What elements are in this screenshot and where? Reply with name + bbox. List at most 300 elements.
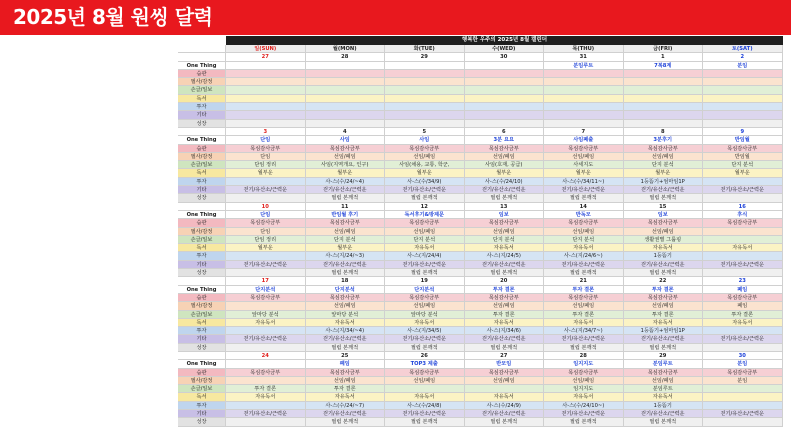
date-cell[interactable]: 17 bbox=[226, 277, 306, 285]
calendar-cell[interactable]: 분임루트 bbox=[544, 62, 624, 70]
calendar-cell[interactable]: 필립 본깨적 bbox=[385, 344, 465, 352]
calendar-cell[interactable] bbox=[703, 252, 783, 260]
calendar-cell[interactable] bbox=[226, 344, 306, 352]
calendar-cell[interactable]: 필립 본깨적 bbox=[624, 344, 704, 352]
calendar-cell[interactable]: 폐임 bbox=[703, 286, 783, 294]
calendar-cell[interactable] bbox=[306, 86, 386, 94]
calendar-cell[interactable] bbox=[306, 111, 386, 119]
calendar-cell[interactable]: 자유독서 bbox=[226, 319, 306, 327]
calendar-cell[interactable]: 필립 본깨적 bbox=[385, 269, 465, 277]
calendar-cell[interactable] bbox=[703, 344, 783, 352]
calendar-cell[interactable]: 목심감사금부 bbox=[306, 369, 386, 377]
calendar-cell[interactable] bbox=[624, 70, 704, 78]
calendar-cell[interactable]: 폐임 bbox=[306, 360, 386, 368]
calendar-cell[interactable] bbox=[703, 228, 783, 236]
calendar-cell[interactable] bbox=[465, 70, 545, 78]
calendar-cell[interactable] bbox=[226, 252, 306, 260]
calendar-cell[interactable]: 목심감사금부 bbox=[385, 145, 465, 153]
calendar-cell[interactable]: 자유독서 bbox=[385, 244, 465, 252]
calendar-cell[interactable]: 걷기/유산소/근력운 bbox=[306, 335, 386, 343]
calendar-cell[interactable]: 분임루트 bbox=[624, 385, 704, 393]
calendar-cell[interactable]: 목심감사금부 bbox=[226, 219, 306, 227]
calendar-cell[interactable]: 생활권별 그룹핑 bbox=[624, 236, 704, 244]
calendar-cell[interactable]: 자유독서 bbox=[703, 319, 783, 327]
calendar-cell[interactable] bbox=[465, 86, 545, 94]
calendar-cell[interactable]: 걷기/유산소/근력운 bbox=[385, 410, 465, 418]
calendar-cell[interactable]: 사-스(지/34/~4) bbox=[306, 327, 386, 335]
calendar-cell[interactable]: 걷기/유산소/근력운 bbox=[226, 335, 306, 343]
calendar-cell[interactable]: 목심감사금부 bbox=[703, 294, 783, 302]
calendar-cell[interactable]: 걷기/유산소/근력운 bbox=[544, 335, 624, 343]
date-cell[interactable]: 21 bbox=[544, 277, 624, 285]
calendar-cell[interactable]: 목심감사금부 bbox=[306, 219, 386, 227]
date-cell[interactable]: 9 bbox=[703, 128, 783, 136]
calendar-cell[interactable] bbox=[544, 78, 624, 86]
calendar-cell[interactable] bbox=[544, 111, 624, 119]
calendar-cell[interactable]: 걷기/유산소/근력운 bbox=[226, 261, 306, 269]
calendar-cell[interactable]: 사-스(지/24/5) bbox=[465, 252, 545, 260]
calendar-cell[interactable] bbox=[226, 103, 306, 111]
calendar-cell[interactable] bbox=[465, 120, 545, 128]
calendar-cell[interactable] bbox=[306, 120, 386, 128]
calendar-cell[interactable]: 반독모 bbox=[544, 211, 624, 219]
calendar-cell[interactable]: 월부운 bbox=[306, 244, 386, 252]
calendar-cell[interactable]: 분임루트 bbox=[624, 360, 704, 368]
calendar-cell[interactable]: 단임 bbox=[226, 153, 306, 161]
calendar-cell[interactable] bbox=[385, 78, 465, 86]
calendar-cell[interactable] bbox=[703, 269, 783, 277]
calendar-cell[interactable]: 선임/폐임 bbox=[306, 377, 386, 385]
calendar-cell[interactable] bbox=[385, 95, 465, 103]
calendar-cell[interactable] bbox=[703, 95, 783, 103]
calendar-cell[interactable]: 걷기/유산소/근력운 bbox=[624, 410, 704, 418]
calendar-cell[interactable]: 사-스(지/24/~3) bbox=[306, 252, 386, 260]
calendar-cell[interactable] bbox=[226, 178, 306, 186]
calendar-cell[interactable] bbox=[385, 103, 465, 111]
date-cell[interactable]: 25 bbox=[306, 352, 386, 360]
calendar-cell[interactable]: 걷기/유산소/근력운 bbox=[306, 261, 386, 269]
calendar-cell[interactable]: 사-스(지/24/4) bbox=[385, 252, 465, 260]
calendar-cell[interactable] bbox=[544, 70, 624, 78]
calendar-cell[interactable]: 투자 결론 bbox=[703, 311, 783, 319]
date-cell[interactable]: 13 bbox=[465, 203, 545, 211]
calendar-cell[interactable] bbox=[385, 120, 465, 128]
calendar-cell[interactable]: 사-스(수/24/10) bbox=[465, 178, 545, 186]
calendar-cell[interactable]: 필립 본깨적 bbox=[624, 418, 704, 426]
calendar-cell[interactable]: 임보 bbox=[624, 211, 704, 219]
calendar-cell[interactable]: 목심감사금부 bbox=[226, 145, 306, 153]
calendar-cell[interactable]: 투자 결론 bbox=[624, 286, 704, 294]
calendar-cell[interactable]: 걷기/유산소/근력운 bbox=[306, 410, 386, 418]
calendar-cell[interactable] bbox=[226, 269, 306, 277]
calendar-cell[interactable]: 목심감사금부 bbox=[703, 369, 783, 377]
calendar-cell[interactable]: 1등뜸기 bbox=[624, 402, 704, 410]
calendar-cell[interactable] bbox=[306, 70, 386, 78]
calendar-cell[interactable]: 사임(호재, 공급) bbox=[465, 161, 545, 169]
calendar-cell[interactable]: 필립 본깨적 bbox=[465, 194, 545, 202]
date-cell[interactable]: 18 bbox=[306, 277, 386, 285]
calendar-cell[interactable]: 선임/폐임 bbox=[544, 228, 624, 236]
calendar-cell[interactable]: 선임/폐임 bbox=[544, 153, 624, 161]
calendar-cell[interactable] bbox=[703, 236, 783, 244]
calendar-cell[interactable]: 사-스(수/24/10~) bbox=[544, 402, 624, 410]
calendar-cell[interactable]: 사-스(수/24/~4) bbox=[306, 178, 386, 186]
calendar-cell[interactable] bbox=[703, 393, 783, 401]
calendar-cell[interactable] bbox=[226, 86, 306, 94]
date-cell[interactable]: 8 bbox=[624, 128, 704, 136]
date-cell[interactable]: 27 bbox=[465, 352, 545, 360]
calendar-cell[interactable]: 월부운 bbox=[226, 244, 306, 252]
calendar-cell[interactable]: 사-스(수/34/9) bbox=[385, 178, 465, 186]
calendar-cell[interactable] bbox=[306, 62, 386, 70]
calendar-cell[interactable]: 필립 본깨적 bbox=[465, 269, 545, 277]
calendar-cell[interactable]: 1등뜸기+엄마임1P bbox=[624, 327, 704, 335]
calendar-cell[interactable]: 선임/폐임 bbox=[465, 228, 545, 236]
date-cell[interactable]: 31 bbox=[544, 53, 624, 61]
calendar-cell[interactable]: 투자 결론 bbox=[465, 311, 545, 319]
calendar-cell[interactable]: 걷기/유산소/근력운 bbox=[226, 410, 306, 418]
calendar-cell[interactable] bbox=[703, 194, 783, 202]
calendar-cell[interactable]: 걷기/유산소/근력운 bbox=[465, 186, 545, 194]
calendar-cell[interactable] bbox=[703, 103, 783, 111]
calendar-cell[interactable]: 월부운 bbox=[544, 169, 624, 177]
calendar-cell[interactable] bbox=[544, 86, 624, 94]
calendar-cell[interactable]: 자유독서 bbox=[226, 393, 306, 401]
calendar-cell[interactable]: 월부운 bbox=[226, 169, 306, 177]
calendar-cell[interactable]: 단지 분석 bbox=[544, 236, 624, 244]
date-cell[interactable]: 16 bbox=[703, 203, 783, 211]
calendar-cell[interactable]: 선임/폐임 bbox=[465, 377, 545, 385]
calendar-cell[interactable]: 필립 본깨적 bbox=[306, 269, 386, 277]
calendar-cell[interactable] bbox=[624, 78, 704, 86]
calendar-cell[interactable] bbox=[385, 385, 465, 393]
calendar-cell[interactable]: 자유독서 bbox=[544, 244, 624, 252]
calendar-cell[interactable]: 임보 bbox=[465, 211, 545, 219]
calendar-cell[interactable]: 걷기/유산소/근력운 bbox=[465, 335, 545, 343]
calendar-cell[interactable]: 목심감사금부 bbox=[544, 145, 624, 153]
calendar-cell[interactable]: 임지지도 bbox=[544, 360, 624, 368]
calendar-cell[interactable]: 걷기/유산소/근력운 bbox=[703, 261, 783, 269]
calendar-cell[interactable] bbox=[465, 385, 545, 393]
date-cell[interactable]: 5 bbox=[385, 128, 465, 136]
calendar-cell[interactable]: TOP3 제출 bbox=[385, 360, 465, 368]
calendar-cell[interactable]: 필립 본깨적 bbox=[465, 418, 545, 426]
calendar-cell[interactable]: 걷기/유산소/근력운 bbox=[385, 261, 465, 269]
calendar-cell[interactable] bbox=[624, 111, 704, 119]
date-cell[interactable]: 11 bbox=[306, 203, 386, 211]
calendar-cell[interactable]: 후식 bbox=[703, 211, 783, 219]
calendar-cell[interactable] bbox=[385, 62, 465, 70]
calendar-cell[interactable] bbox=[624, 86, 704, 94]
date-cell[interactable]: 22 bbox=[624, 277, 704, 285]
calendar-cell[interactable]: 자유독서 bbox=[544, 393, 624, 401]
calendar-cell[interactable]: 자유독서 bbox=[306, 319, 386, 327]
date-cell[interactable]: 6 bbox=[465, 128, 545, 136]
calendar-cell[interactable]: 선임/폐임 bbox=[624, 153, 704, 161]
calendar-cell[interactable]: 투자 결론 bbox=[624, 311, 704, 319]
calendar-cell[interactable] bbox=[306, 95, 386, 103]
calendar-cell[interactable]: 단지 분석 bbox=[306, 236, 386, 244]
calendar-cell[interactable]: 목심감사금부 bbox=[544, 294, 624, 302]
calendar-cell[interactable]: 걷기/유산소/근력운 bbox=[306, 186, 386, 194]
calendar-cell[interactable]: 선임/폐임 bbox=[306, 228, 386, 236]
calendar-cell[interactable] bbox=[544, 103, 624, 111]
calendar-cell[interactable]: 앞마당 분석 bbox=[385, 311, 465, 319]
calendar-cell[interactable] bbox=[226, 194, 306, 202]
calendar-cell[interactable]: 필립 본깨적 bbox=[544, 269, 624, 277]
calendar-cell[interactable]: 선임/폐임 bbox=[544, 377, 624, 385]
calendar-cell[interactable]: 사임 bbox=[306, 136, 386, 144]
calendar-cell[interactable]: 필립 본깨적 bbox=[385, 194, 465, 202]
calendar-cell[interactable]: 목심감사금부 bbox=[703, 219, 783, 227]
calendar-cell[interactable]: 필립 본깨적 bbox=[306, 418, 386, 426]
calendar-cell[interactable]: 선임/폐임 bbox=[385, 228, 465, 236]
calendar-cell[interactable]: 자유독서 bbox=[624, 244, 704, 252]
calendar-cell[interactable]: 단지 분석 bbox=[465, 236, 545, 244]
date-cell[interactable]: 19 bbox=[385, 277, 465, 285]
calendar-cell[interactable]: 필립 본깨적 bbox=[624, 194, 704, 202]
calendar-cell[interactable] bbox=[226, 302, 306, 310]
calendar-cell[interactable]: 목심감사금부 bbox=[544, 369, 624, 377]
calendar-cell[interactable] bbox=[226, 402, 306, 410]
date-cell[interactable]: 7 bbox=[544, 128, 624, 136]
calendar-cell[interactable]: 앞마당 분석 bbox=[226, 311, 306, 319]
calendar-cell[interactable] bbox=[703, 385, 783, 393]
calendar-cell[interactable]: 자유독서 bbox=[544, 319, 624, 327]
calendar-cell[interactable] bbox=[544, 95, 624, 103]
calendar-cell[interactable]: 선임/폐임 bbox=[544, 302, 624, 310]
calendar-cell[interactable]: 필립 본깨적 bbox=[306, 344, 386, 352]
calendar-cell[interactable]: 목심감사금부 bbox=[624, 145, 704, 153]
calendar-cell[interactable] bbox=[624, 95, 704, 103]
calendar-cell[interactable]: 7복8계 bbox=[624, 62, 704, 70]
calendar-cell[interactable] bbox=[465, 62, 545, 70]
calendar-cell[interactable]: 걷기/유산소/근력운 bbox=[226, 186, 306, 194]
calendar-cell[interactable]: 걷기/유산소/근력운 bbox=[624, 335, 704, 343]
calendar-cell[interactable] bbox=[226, 418, 306, 426]
calendar-cell[interactable] bbox=[624, 120, 704, 128]
calendar-cell[interactable]: 사-스(수/34/11~) bbox=[544, 178, 624, 186]
calendar-cell[interactable]: 사임 bbox=[385, 136, 465, 144]
calendar-cell[interactable]: 목심감사금부 bbox=[624, 294, 704, 302]
calendar-cell[interactable]: 선임/폐임 bbox=[465, 153, 545, 161]
calendar-cell[interactable]: 선임/폐임 bbox=[306, 153, 386, 161]
calendar-cell[interactable]: 걷기/유산소/근력운 bbox=[703, 410, 783, 418]
calendar-cell[interactable]: 투자 결론 bbox=[544, 286, 624, 294]
calendar-cell[interactable]: 자유독서 bbox=[624, 319, 704, 327]
calendar-cell[interactable]: 사-스(지/34/6) bbox=[465, 327, 545, 335]
calendar-cell[interactable]: 목심감사금부 bbox=[385, 219, 465, 227]
calendar-cell[interactable]: 걷기/유산소/근력운 bbox=[385, 186, 465, 194]
calendar-cell[interactable]: 목심감사금부 bbox=[226, 294, 306, 302]
date-cell[interactable]: 24 bbox=[226, 352, 306, 360]
calendar-cell[interactable]: 목심감사금부 bbox=[465, 145, 545, 153]
calendar-cell[interactable] bbox=[703, 111, 783, 119]
calendar-cell[interactable]: 1등뜸기 bbox=[624, 252, 704, 260]
calendar-cell[interactable]: 자유독서 bbox=[306, 393, 386, 401]
calendar-cell[interactable]: 걷기/유산소/근력운 bbox=[544, 410, 624, 418]
calendar-cell[interactable] bbox=[465, 103, 545, 111]
calendar-cell[interactable]: 반모임 bbox=[465, 360, 545, 368]
calendar-cell[interactable] bbox=[703, 86, 783, 94]
calendar-cell[interactable]: 필립 본깨적 bbox=[544, 344, 624, 352]
calendar-cell[interactable]: 선임/폐임 bbox=[385, 302, 465, 310]
date-cell[interactable]: 28 bbox=[306, 53, 386, 61]
calendar-cell[interactable] bbox=[226, 95, 306, 103]
calendar-cell[interactable] bbox=[703, 78, 783, 86]
calendar-cell[interactable]: 월부운 bbox=[465, 169, 545, 177]
calendar-cell[interactable] bbox=[703, 120, 783, 128]
calendar-cell[interactable]: 단임 bbox=[226, 136, 306, 144]
calendar-cell[interactable]: 투자 결론 bbox=[306, 385, 386, 393]
calendar-cell[interactable] bbox=[624, 103, 704, 111]
date-cell[interactable]: 29 bbox=[624, 352, 704, 360]
calendar-cell[interactable]: 걷기/유산소/근력운 bbox=[544, 186, 624, 194]
calendar-cell[interactable]: 단임 정리 bbox=[226, 236, 306, 244]
calendar-cell[interactable]: 선임/폐임 bbox=[306, 302, 386, 310]
calendar-cell[interactable]: 필립 본깨적 bbox=[544, 418, 624, 426]
calendar-cell[interactable]: 투자 결론 bbox=[544, 311, 624, 319]
calendar-cell[interactable] bbox=[703, 402, 783, 410]
calendar-cell[interactable]: 걷기/유산소/근력운 bbox=[703, 335, 783, 343]
calendar-cell[interactable]: 필립 본깨적 bbox=[544, 194, 624, 202]
calendar-cell[interactable]: 사-스(수/24/9) bbox=[465, 402, 545, 410]
calendar-cell[interactable]: 3분후기 bbox=[624, 136, 704, 144]
calendar-cell[interactable]: 단지 분석 bbox=[385, 236, 465, 244]
date-cell[interactable]: 26 bbox=[385, 352, 465, 360]
calendar-cell[interactable]: 반임월 bbox=[703, 136, 783, 144]
calendar-cell[interactable]: 월부운 bbox=[306, 169, 386, 177]
calendar-cell[interactable]: 자유독서 bbox=[385, 393, 465, 401]
calendar-cell[interactable] bbox=[226, 377, 306, 385]
calendar-cell[interactable]: 걷기/유산소/근력운 bbox=[624, 186, 704, 194]
calendar-cell[interactable]: 반임월 bbox=[703, 153, 783, 161]
calendar-cell[interactable]: 월부운 bbox=[385, 169, 465, 177]
date-cell[interactable]: 4 bbox=[306, 128, 386, 136]
calendar-cell[interactable]: 사임폐출 bbox=[544, 136, 624, 144]
date-cell[interactable]: 30 bbox=[703, 352, 783, 360]
calendar-cell[interactable]: 선임/폐임 bbox=[465, 302, 545, 310]
calendar-cell[interactable]: 단지분석 bbox=[306, 286, 386, 294]
calendar-cell[interactable]: 자유독서 bbox=[465, 244, 545, 252]
calendar-cell[interactable]: 걷기/유산소/근력운 bbox=[465, 261, 545, 269]
calendar-cell[interactable]: 목심감사금부 bbox=[385, 369, 465, 377]
calendar-cell[interactable]: 폐임 bbox=[703, 302, 783, 310]
date-cell[interactable]: 23 bbox=[703, 277, 783, 285]
calendar-cell[interactable]: 목심감사금부 bbox=[465, 369, 545, 377]
calendar-cell[interactable]: 단지 분석 bbox=[703, 161, 783, 169]
date-cell[interactable]: 14 bbox=[544, 203, 624, 211]
calendar-cell[interactable]: 분임 bbox=[703, 62, 783, 70]
calendar-cell[interactable]: 걷기/유산소/근력운 bbox=[544, 261, 624, 269]
calendar-cell[interactable] bbox=[226, 111, 306, 119]
calendar-cell[interactable]: 목심감사금부 bbox=[306, 145, 386, 153]
calendar-cell[interactable] bbox=[226, 62, 306, 70]
calendar-cell[interactable]: 선임/폐임 bbox=[385, 153, 465, 161]
calendar-cell[interactable]: 사-스(지/34/5) bbox=[385, 327, 465, 335]
calendar-cell[interactable]: 월부운 bbox=[703, 169, 783, 177]
calendar-cell[interactable]: 목심감사금부 bbox=[624, 219, 704, 227]
calendar-cell[interactable] bbox=[385, 111, 465, 119]
calendar-cell[interactable]: 필립 본깨적 bbox=[465, 344, 545, 352]
calendar-cell[interactable]: 투자 결론 bbox=[226, 385, 306, 393]
calendar-cell[interactable]: 목심감사금부 bbox=[385, 294, 465, 302]
calendar-cell[interactable]: 사-스(지/24/6~) bbox=[544, 252, 624, 260]
date-cell[interactable]: 29 bbox=[385, 53, 465, 61]
date-cell[interactable]: 1 bbox=[624, 53, 704, 61]
calendar-cell[interactable]: 단임 bbox=[226, 228, 306, 236]
calendar-cell[interactable]: 자유독서 bbox=[465, 319, 545, 327]
calendar-cell[interactable]: 사-스(수/24/8) bbox=[385, 402, 465, 410]
calendar-cell[interactable]: 사-스(수/24/~7) bbox=[306, 402, 386, 410]
calendar-cell[interactable]: 걷기/유산소/근력운 bbox=[465, 410, 545, 418]
calendar-cell[interactable] bbox=[226, 78, 306, 86]
calendar-cell[interactable]: 필립 본깨적 bbox=[306, 194, 386, 202]
calendar-cell[interactable]: 단임 정리 bbox=[226, 161, 306, 169]
calendar-cell[interactable]: 단지 분석 bbox=[624, 161, 704, 169]
calendar-cell[interactable]: 단지분석 bbox=[385, 286, 465, 294]
calendar-cell[interactable]: 목심감사금부 bbox=[306, 294, 386, 302]
calendar-cell[interactable]: 임지지도 bbox=[544, 385, 624, 393]
calendar-cell[interactable]: 걷기/유산소/근력운 bbox=[385, 335, 465, 343]
calendar-cell[interactable]: 3분 요요 bbox=[465, 136, 545, 144]
date-cell[interactable]: 2 bbox=[703, 53, 783, 61]
calendar-cell[interactable]: 목심감사금부 bbox=[465, 219, 545, 227]
calendar-cell[interactable]: 단지분석 bbox=[226, 286, 306, 294]
date-cell[interactable]: 27 bbox=[226, 53, 306, 61]
date-cell[interactable]: 10 bbox=[226, 203, 306, 211]
date-cell[interactable]: 28 bbox=[544, 352, 624, 360]
calendar-cell[interactable] bbox=[226, 70, 306, 78]
calendar-cell[interactable]: 월부운 bbox=[624, 169, 704, 177]
calendar-cell[interactable]: 목심감사금부 bbox=[544, 219, 624, 227]
calendar-cell[interactable] bbox=[465, 95, 545, 103]
calendar-cell[interactable] bbox=[306, 78, 386, 86]
calendar-cell[interactable]: 앞마당 분석 bbox=[306, 311, 386, 319]
calendar-cell[interactable]: 사세지도 bbox=[544, 161, 624, 169]
calendar-cell[interactable]: 사임(채용, 교통, 학군, bbox=[385, 161, 465, 169]
calendar-cell[interactable] bbox=[544, 120, 624, 128]
calendar-cell[interactable] bbox=[703, 327, 783, 335]
calendar-cell[interactable] bbox=[226, 120, 306, 128]
calendar-cell[interactable]: 걷기/유산소/근력운 bbox=[624, 261, 704, 269]
calendar-cell[interactable] bbox=[703, 70, 783, 78]
calendar-cell[interactable]: 자유독서 bbox=[624, 393, 704, 401]
calendar-cell[interactable] bbox=[465, 111, 545, 119]
calendar-cell[interactable] bbox=[465, 78, 545, 86]
calendar-cell[interactable] bbox=[226, 327, 306, 335]
calendar-cell[interactable]: 목심감사금부 bbox=[226, 369, 306, 377]
date-cell[interactable]: 20 bbox=[465, 277, 545, 285]
calendar-cell[interactable]: 목심감사금부 bbox=[624, 369, 704, 377]
calendar-cell[interactable]: 자유독서 bbox=[703, 244, 783, 252]
calendar-cell[interactable]: 반임월 후기 bbox=[306, 211, 386, 219]
calendar-cell[interactable]: 선임/폐임 bbox=[624, 228, 704, 236]
date-cell[interactable]: 3 bbox=[226, 128, 306, 136]
calendar-cell[interactable] bbox=[385, 70, 465, 78]
calendar-cell[interactable]: 단임 bbox=[226, 211, 306, 219]
calendar-cell[interactable]: 필립 본깨적 bbox=[624, 269, 704, 277]
calendar-cell[interactable]: 분임 bbox=[703, 360, 783, 368]
calendar-cell[interactable]: 걷기/유산소/근력운 bbox=[703, 186, 783, 194]
calendar-cell[interactable]: 필립 본깨적 bbox=[385, 418, 465, 426]
calendar-cell[interactable]: 투자 결론 bbox=[465, 286, 545, 294]
calendar-cell[interactable]: 사임(지역개요, 인구) bbox=[306, 161, 386, 169]
calendar-cell[interactable]: 목심감사금부 bbox=[703, 145, 783, 153]
date-cell[interactable]: 12 bbox=[385, 203, 465, 211]
calendar-cell[interactable] bbox=[703, 178, 783, 186]
calendar-cell[interactable]: 사-스(지/34/7~) bbox=[544, 327, 624, 335]
